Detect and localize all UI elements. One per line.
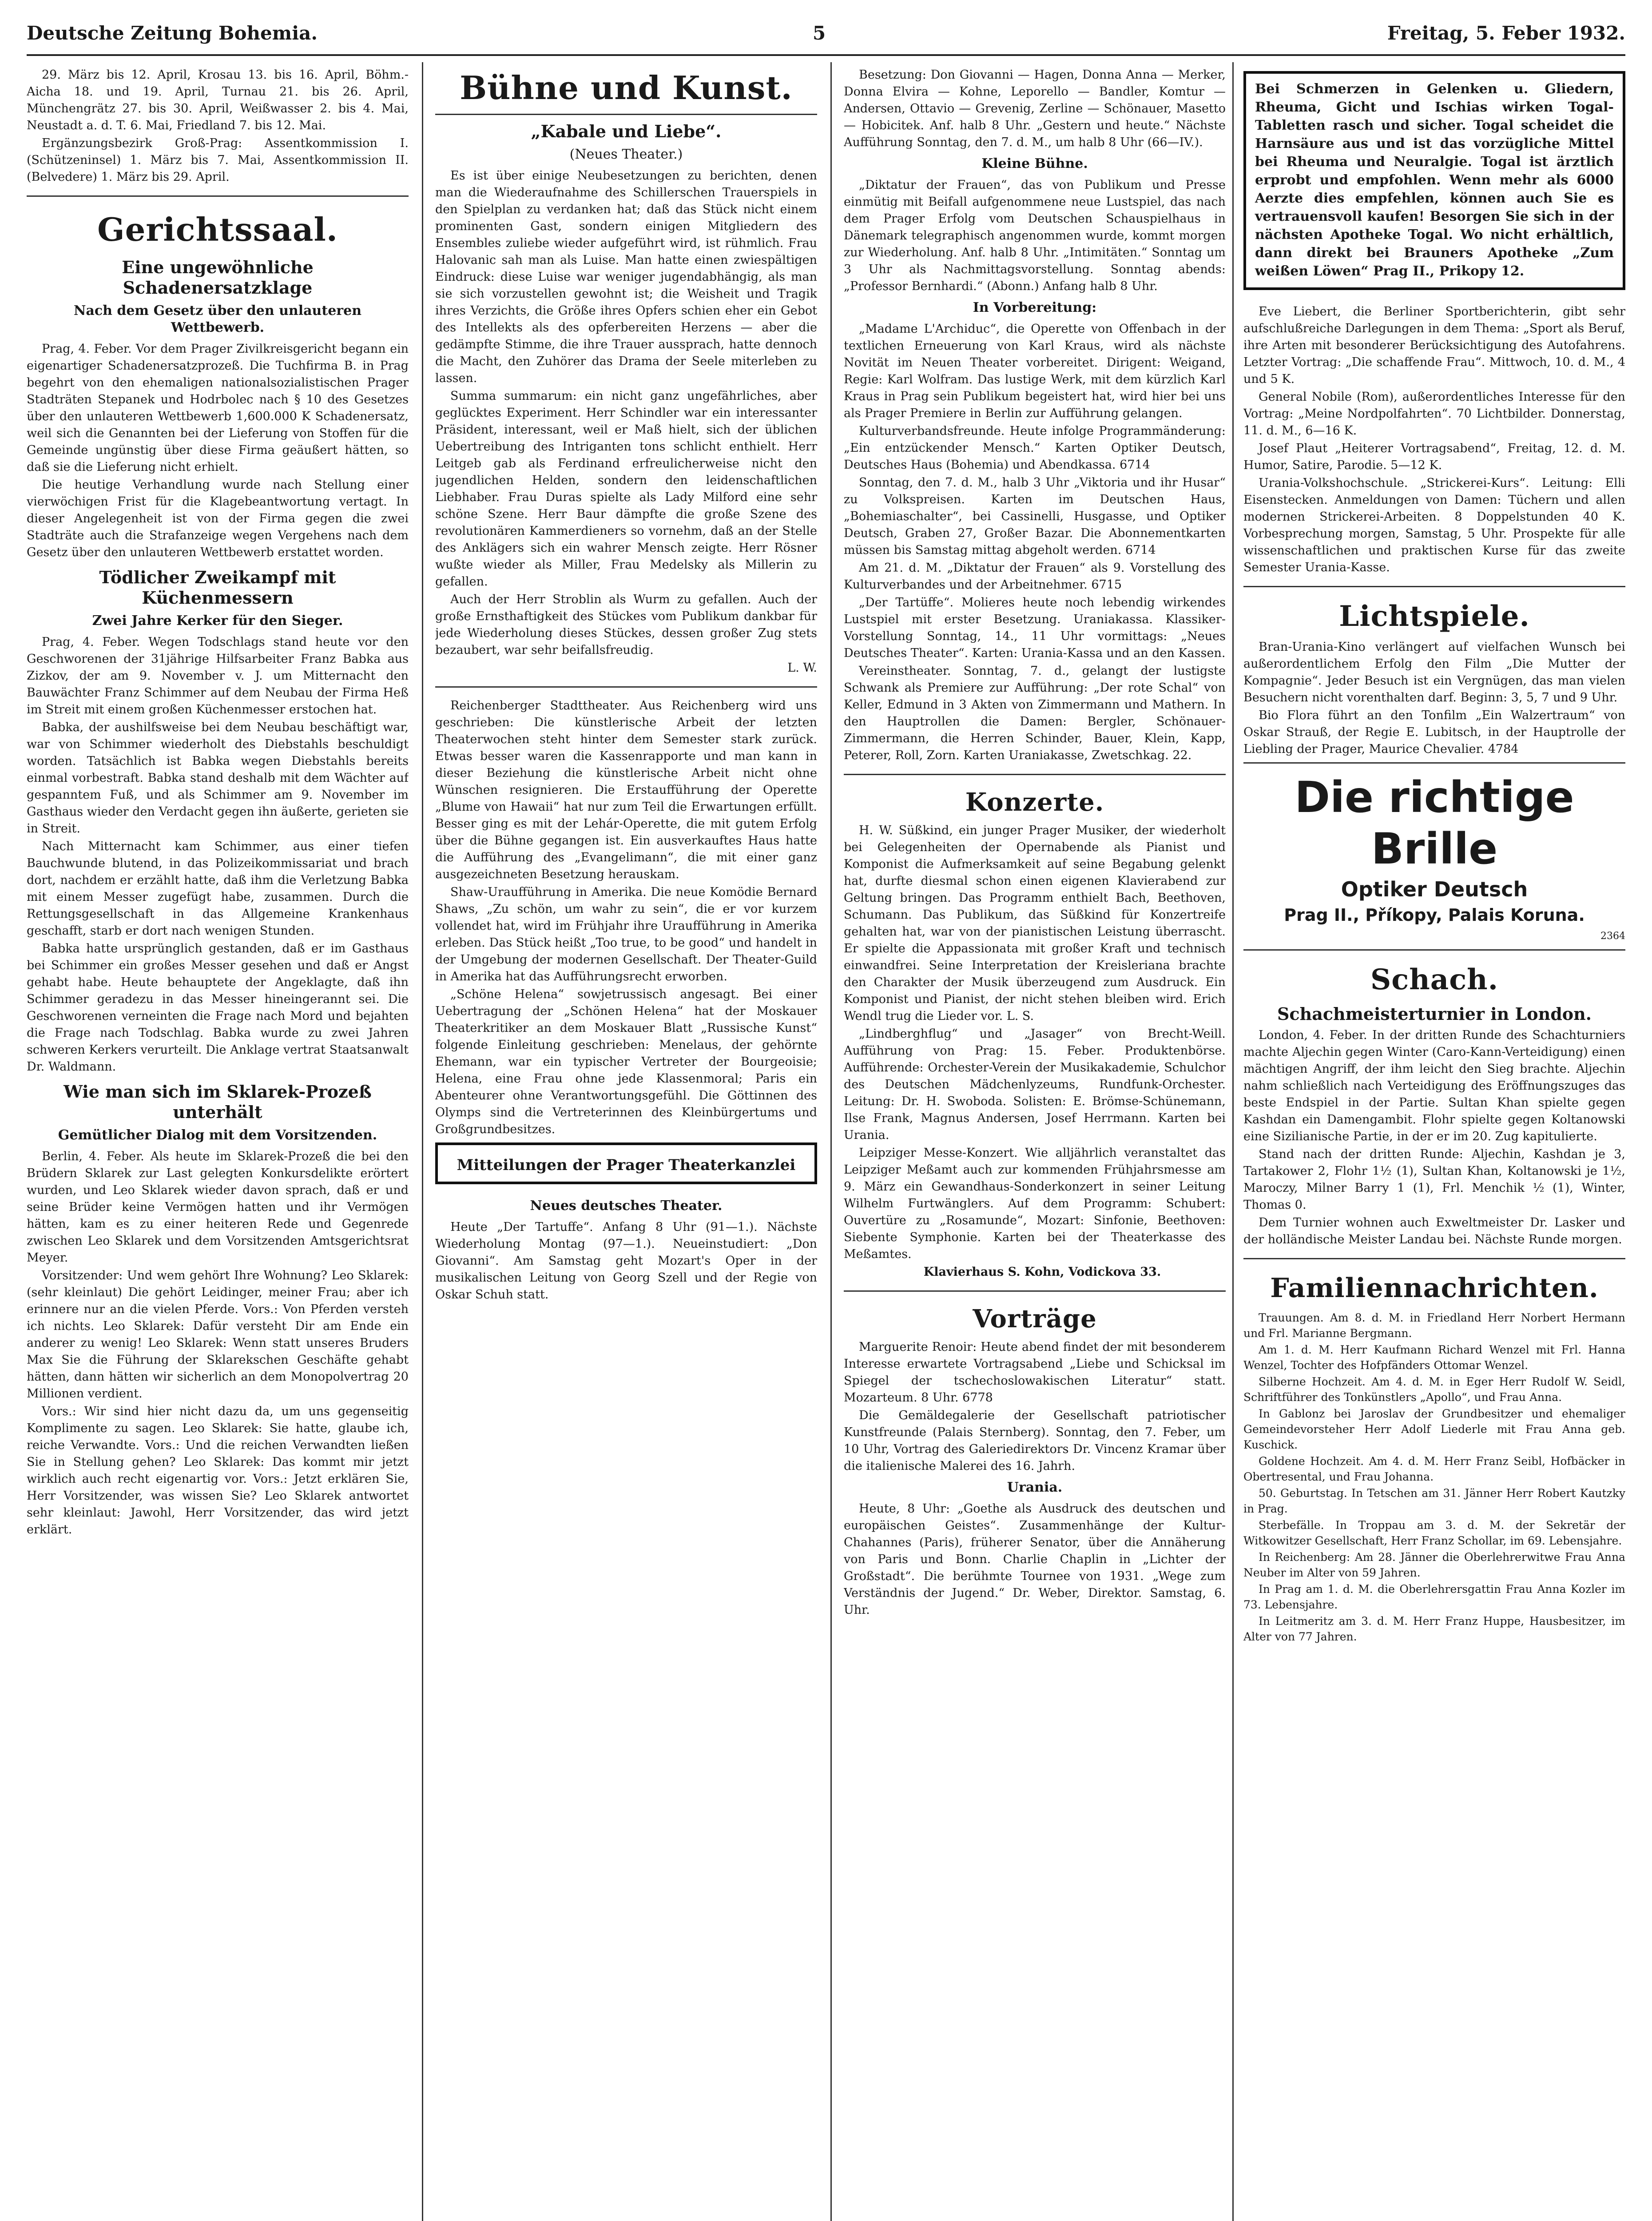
column-4 bbox=[1243, 67, 1625, 2221]
ad-text: Bei Schmerzen in Gelenken u. Gliedern, Rheuma, Gicht und Ischias wirken Togal-Tabletten rasch und sicher. Togal scheidet die Harnsäure aus und ist das vorzügliche Mittel bei Rheuma und Neuralgie. Togal ist ärztlich erprobt und empfohlen. Wenn mehr als 6000 Aerzte dies empfehlen, können auch Sie es vertrauensvoll kaufen! Besorgen Sie sich in der nächsten Apotheke Togal. Wo nicht erhältlich, dann direkt bei Brauners Apotheke „Zum weißen Löwen“ Prag II., Prikopy 12. bbox=[1255, 81, 1614, 279]
chess-headline: Schachmeisterturnier in London. bbox=[1277, 1004, 1592, 1024]
column-rule bbox=[830, 62, 832, 2221]
review-signature: L. W. bbox=[787, 661, 817, 675]
section-title-concerts: Konzerte. bbox=[965, 788, 1104, 817]
article-paragraph: Vorsitzender: Und wem gehört Ihre Wohnung? Leo Sklarek: (sehr kleinlaut) Die gehört Leidinger, meiner Frau; aber ich erinnere nur an die vielen Pferde. Vors.: Von Pferden versteh ich nichts. Leo Sklarek: Dafür versteht Dir am Ende ein anderer zu wenig! Leo Sklarek: Wenn statt unseres Bruders Max Sie die Führung der Sklarekschen Geschäfte gehabt hätten, dann hätten wir sicherlich an dem Monopolvertrag 20 Millionen verdient. bbox=[27, 1269, 409, 1401]
notice-paragraph: Eve Liebert, die Berliner Sportberichterin, gibt sehr aufschlußreiche Darlegungen in dem Thema: „Sport als Beruf, ihre Arten mit besonderer Berücksichtigung des Autofahrens. Letzter Vortrag: „Die schaffende Frau“. Mittwoch, 10. d. M., 4 und 5 K. bbox=[1243, 305, 1625, 386]
review-paragraph: Es ist über einige Neubesetzungen zu berichten, denen man die Wiederaufnahme des Schillerschen Trauerspiels in den Spielplan zu verdanken hat; daß das Stück nicht einem prominenten Gast, sondern einigen Mitgliedern des Ensembles zuliebe wieder aufgeführt wird, ist rühmlich. Frau Halovanic sah man als Luise. Man hatte einen zwiespältigen Eindruck: diese Luise war weniger jugendabhängig, als man sie sich vorzustellen gewohnt ist; die Weisheit und Tragik ihres Verzichts, die Größe ihres Opfers schien eher ein Gebot des Intellekts als des opferbereiten Herzens — aber die gedämpfte Stimme, die ihre Trauer aussprach, hatte dennoch die Macht, den Zuhörer das Drama der Seele miterleben zu lassen. bbox=[435, 169, 817, 385]
notice-paragraph: Sonntag, den 7. d. M., halb 3 Uhr „Viktoria und ihr Husar“ zu Volkspreisen. Karten im Deutschen Haus, „Bohemiaschalter“, bei Cassinelli, Husgasse, und Optiker Deutsch, Graben 27, Großer Bazar. Die Abonnementkarten müssen bis Samstag mittag abgeholt werden. 6714 bbox=[844, 476, 1226, 557]
divider bbox=[1243, 586, 1625, 587]
article-headline: Eine ungewöhnliche Schadenersatzklage bbox=[122, 257, 314, 298]
family-notice: In Gablonz bei Jaroslav der Grundbesitzer und ehemaliger Gemeindevorsteher Herr Adolf Liederle mit Frau Anna geb. Kuschick. bbox=[1243, 1407, 1625, 1451]
review-paragraph: Summa summarum: ein nicht ganz ungefährliches, aber geglücktes Experiment. Herr Schindler war ein interessanter Präsident, interessant, weil er Maß hielt, sich der üblichen Uebertreibung des Intriganten tons schlicht enthielt. Herr Leitgeb gab als Ferdinand erfreulicherweise nicht den jugendlichen Helden, sondern den leidenschaftlichen Liebhaber. Frau Duras spielte als Lady Milford eine sehr schöne Szene. Herr Baur dämpfte die große Szene des revolutionären Kammerdieners so vornehm, daß an der Stelle des Anklägers sich ein wahrer Mensch zeigte. Herr Rösner wußte wieder als Miller, Frau Medelsky als Millerin zu gefallen. bbox=[435, 389, 817, 589]
article-subhead: Zwei Jahre Kerker für den Sieger. bbox=[92, 613, 343, 629]
chess-paragraph: Dem Turnier wohnen auch Exweltmeister Dr. Lasker und der holländische Meister Landau bei. Nächste Runde morgen. bbox=[1243, 1216, 1625, 1246]
family-notice: Am 1. d. M. Herr Kaufmann Richard Wenzel mit Frl. Hanna Wenzel, Tochter des Hofpfänders Ottomar Wenzel. bbox=[1243, 1343, 1625, 1372]
concert-paragraph: Leipziger Messe-Konzert. Wie alljährlich veranstaltet das Leipziger Meßamt auch zur kommenden Frühjahrsmesse am 9. März ein Gewandhaus-Sonderkonzert in seiner Leitung Wilhelm Furtwänglers. Auf dem Programm: Schubert: Ouvertüre zu „Rosamunde“, Mozart: Sinfonie, Beethoven: Siebente Symphonie. Karten bei der Theaterkasse des Meßamtes. bbox=[844, 1146, 1226, 1261]
divider bbox=[1243, 949, 1625, 951]
family-notice: Goldene Hochzeit. Am 4. d. M. Herr Franz Seibl, Hofbäcker in Obertresental, und Frau Johanna. bbox=[1243, 1455, 1625, 1483]
subsection-title: Urania. bbox=[1007, 1480, 1063, 1495]
notice-paragraph: Urania-Volkshochschule. „Strickerei-Kurs“. Leitung: Elli Eisenstecken. Anmeldungen von Damen: Tüchern und allen modernen Strickerei-Arbeiten. 8 Doppelstunden 40 K. Vorbesprechung morgen, Samstag, 5 Uhr. Prospekte für alle wissenschaftlichen und praktischen Kurse für das zweite Semester Urania-Kasse. bbox=[1243, 476, 1625, 574]
article-paragraph: Die heutige Verhandlung wurde nach Stellung einer vierwöchigen Frist für die Klagebeantwortung vertagt. In dieser Angelegenheit ist von der Firma gegen die zwei Stadträte auch die Strafanzeige wegen Vergehens nach dem Gesetz über den unlauteren Wettbewerb erstattet worden. bbox=[27, 478, 409, 559]
page-header bbox=[27, 18, 1625, 49]
section-title-stage: Bühne und Kunst. bbox=[460, 69, 793, 107]
military-schedule-2: Ergänzungsbezirk Groß-Prag: Assentkommission I. (Schützeninsel) 1. März bis 7. Mai, Assentkommission II. (Belvedere) 1. März bis 29. April. bbox=[27, 136, 409, 184]
article-paragraph: Prag, 4. Feber. Wegen Todschlags stand heute vor den Geschworenen der 31jährige Hilfsarbeiter Franz Babka aus Zizkov, der am 9. November v. J. um Mitternacht den Bauwächter Franz Schimmer auf dem Neubau der Firma Heß im Streit mit einem großen Küchenmesser erstochen hat. bbox=[27, 635, 409, 716]
chess-paragraph: Stand nach der dritten Runde: Aljechin, Kashdan je 3, Tartakower 2, Flohr 1½ (1), Sultan Khan, Koltanowski je 1½, Maroczy, Milner Barry 1 (1), Frl. Menchik ½ (1), Winter, Thomas 0. bbox=[1243, 1147, 1625, 1212]
review-venue: (Neues Theater.) bbox=[569, 147, 683, 162]
review-title: „Kabale und Liebe“. bbox=[531, 121, 722, 141]
section-title-lectures: Vorträge bbox=[973, 1304, 1097, 1333]
family-notice: In Prag am 1. d. M. die Oberlehrersgattin Frau Anna Kozler im 73. Lebensjahre. bbox=[1243, 1583, 1625, 1611]
divider bbox=[435, 114, 817, 115]
column-rule bbox=[1232, 62, 1234, 2221]
news-paragraph: „Schöne Helena“ sowjetrussisch angesagt. Bei einer Uebertragung der „Schönen Helena“ hat der Moskauer Theaterkritiker an dem Moskauer Blatt „Russische Kunst“ folgende Einleitung geschrieben: Menelaus, der gehörnte Ehemann, war ein typischer Vertreter der Bourgeoisie; Helena, eine Frau ohne jede Klassenmoral; Paris ein Abenteurer ohne Verantwortungsgefühl. Die Göttinnen des Olymps sind die Vertreterinnen des Kleinbürgertums und Großgrundbesitzes. bbox=[435, 987, 817, 1136]
column-rule bbox=[422, 62, 423, 2221]
notice-paragraph: General Nobile (Rom), außerordentliches Interesse für den Vortrag: „Meine Nordpolfahrten“. 70 Lichtbilder. Donnerstag, 11. d. M., 6—16 K. bbox=[1243, 390, 1625, 438]
section-title-chess: Schach. bbox=[1370, 963, 1498, 996]
notice-paragraph: „Diktatur der Frauen“, das von Publikum und Presse einmütig mit Beifall aufgenommene neue Lustspiel, das nach dem Prager Erfolg vom Deutschen Schauspielhaus in Dänemark telegraphisch angenommen wurde, kommt morgen zur Wiederholung. Anf. halb 8 Uhr. „Intimitäten.“ Sonntag um 3 Uhr als Nachmittagsvorstellung. Sonntag abends: „Professor Bernhardi.“ (Abonn.) Anfang halb 8 Uhr. bbox=[844, 178, 1226, 293]
section-title-cinema: Lichtspiele. bbox=[1339, 600, 1530, 633]
divider bbox=[1243, 1258, 1625, 1259]
divider bbox=[844, 774, 1226, 775]
article-paragraph: Vors.: Wir sind hier nicht dazu da, um uns gegenseitig Komplimente zu sagen. Leo Sklarek: Sie hatte, glaube ich, reiche Verwandte. Vors.: Und die reichen Verwandten ließen Sie in Stellung gehen? Leo Sklarek: Das kommt mir jetzt wirklich auch recht eigenartig vor. Vors.: Jetzt erklären Sie, Herr Vorsitzender, was wissen Sie? Leo Sklarek antwortet sehr kleinlaut: Jawohl, Herr Vorsitzender, das wird jetzt erklärt. bbox=[27, 1405, 409, 1536]
ad-code: 2364 bbox=[1600, 931, 1625, 942]
togal-advertisement bbox=[1243, 71, 1625, 290]
optician-ad-headline: Die richtige Brille bbox=[1295, 772, 1574, 874]
chess-paragraph: London, 4. Feber. In der dritten Runde des Schachturniers machte Aljechin gegen Winter (Caro-Kann-Verteidigung) einen mächtigen Angriff, der ihm leicht den Sieg brachte. Aljechin nahm schließlich nach Verteidigung des Eröffnungszuges das beste Endspiel in der Partie. Sultan Khan spielte gegen Kashdan ein Damengambit. Flohr spielte gegen Koltanowski eine Sizilianische Partie, in der er im 20. Zug kapitulierte. bbox=[1243, 1028, 1625, 1143]
issue-date: Freitag, 5. Feber 1932. bbox=[1387, 22, 1625, 44]
theater-notices-box bbox=[435, 1142, 817, 1184]
page-number: 5 bbox=[813, 22, 826, 44]
family-notice: In Leitmeritz am 3. d. M. Herr Franz Huppe, Hausbesitzer, im Alter von 77 Jahren. bbox=[1243, 1615, 1625, 1643]
article-headline: Tödlicher Zweikampf mit Küchenmessern bbox=[99, 567, 336, 608]
article-paragraph: Babka hatte ursprünglich gestanden, daß er im Gasthaus bei Schimmer ein großes Messer gesehen und daß er Angst gehabt habe. Heute behauptete der Angeklagte, daß ihn Schimmer geradezu in das Messer hineingerannt sei. Die Geschworenen verneinten die Frage nach Mord und bejahten die Frage nach Todschlag. Babka wurde zu zwei Jahren schweren Kerkers verurteilt. Die Anklage vertrat Staatsanwalt Dr. Waldmann. bbox=[27, 942, 409, 1074]
cinema-paragraph: Bran-Urania-Kino verlängert auf vielfachen Wunsch bei außerordentlichem Erfolg den Film „Die Mutter der Kompagnie“. Jeder Besuch ist ein Vergnügen, das man vielen Besuchern nicht vorenthalten darf. Beginn: 3, 5, 7 und 9 Uhr. bbox=[1243, 640, 1625, 705]
article-paragraph: Babka, der aushilfsweise bei dem Neubau beschäftigt war, war von Schimmer wiederholt des Diebstahls beschuldigt worden. Tatsächlich ist Babka wegen Diebstahls bereits einmal vorbestraft. Babka stand deshalb mit dem Wächter auf gespanntem Fuß, und als Schimmer am 9. November im Gasthaus wieder den Verdacht gegen ihn äußerte, gerieten sie in Streit. bbox=[27, 720, 409, 836]
box-subhead: Neues deutsches Theater. bbox=[530, 1198, 723, 1214]
lecture-paragraph: Marguerite Renoir: Heute abend findet der mit besonderem Interesse erwartete Vortragsabend „Liebe und Schicksal im Spiegel der tschechoslowakischen Literatur“ statt. Mozarteum. 8 Uhr. 6778 bbox=[844, 1340, 1226, 1405]
box-headline: Mitteilungen der Prager Theaterkanzlei bbox=[457, 1156, 796, 1174]
concert-sponsor: Klavierhaus S. Kohn, Vodickova 33. bbox=[923, 1265, 1161, 1279]
news-paragraph: Reichenberger Stadttheater. Aus Reichenberg wird uns geschrieben: Die künstlerische Arbeit der letzten Theaterwochen steht hinter dem Semester stark zurück. Etwas besser waren die Kassenrapporte und man kann in dieser Beziehung die künstlerische Arbeit nicht ohne Wünschen resignieren. Die Erstaufführung der Operette „Blume von Hawaii“ hat nur zum Teil die Erwartungen erfüllt. Besser ging es mit der Lehár-Operette, die mit gutem Erfolg über die Bühne gegangen ist. Ein ausverkauftes Haus hatte die Aufführung des „Evangelimann“, die mit einer ganz ausgezeichneten Besetzung herauskam. bbox=[435, 699, 817, 881]
article-paragraph: Prag, 4. Feber. Vor dem Prager Zivilkreisgericht begann ein eigenartiger Schadenersatzprozeß. Die Tuchfirma B. in Prag begehrt von den ehemaligen nationalsozialistischen Prager Stadträten Stepanek und Hodrbolec nach § 10 des Gesetzes über den unlauteren Wettbewerb 1,600.000 K Schadenersatz, weil sich die Genannten bei der Lieferung von Stoffen für die Gemeinde ungünstig über diese Firma geäußert hätten, so daß sie die Lieferung nicht erhielt. bbox=[27, 342, 409, 474]
notice-paragraph: Am 21. d. M. „Diktatur der Frauen“ als 9. Vorstellung des Kulturverbandes und der Arbeitnehmer. 6715 bbox=[844, 561, 1226, 592]
notice-paragraph: „Der Tartüffe“. Molieres heute noch lebendig wirkendes Lustspiel mit erster Besetzung. Uraniakassa. Klassiker-Vorstellung Sonntag, 14., 11 Uhr vormittags: „Neues Deutsches Theater“. Karten: Urania-Kassa und an den Kassen. bbox=[844, 596, 1226, 660]
concert-paragraph: H. W. Süßkind, ein junger Prager Musiker, der wiederholt bei Gelegenheiten der Opernabende als Pianist und Komponist die Aufmerksamkeit auf seine Begabung gelenkt hat, durfte diesmal schon einen eigenen Klavierabend zur Geltung bringen. Das Programm enthielt Bach, Beethoven, Schumann. Das Publikum, das Süßkind für Konzertreife gehalten hat, war von der pianistischen Leistung überrascht. Er spielte die Appassionata mit großer Kraft und technisch einwandfrei. Seine Interpretation der Kreisleriana brachte den Charakter der Musik überzeugend zum Ausdruck. Ein Komponist und Pianist, der nicht stehen bleiben wird. Erich Wendl trug die Lieder vor. L. S. bbox=[844, 824, 1226, 1023]
concert-paragraph: „Lindberghflug“ und „Jasager“ von Brecht-Weill. Aufführung von Prag: 15. Feber. Produktenbörse. Aufführende: Orchester-Verein der Musikakademie, Schulchor des Deutschen Mädchenlyzeums, Rundfunk-Orchester. Leitung: Dr. H. Swoboda. Solisten: E. Brömse-Schünemann, Ilse Frank, Magnus Andersen, Josef Herrmann. Karten bei Urania. bbox=[844, 1027, 1226, 1142]
newspaper-title: Deutsche Zeitung Bohemia. bbox=[27, 22, 318, 44]
article-subhead: Gemütlicher Dialog mit dem Vorsitzenden. bbox=[58, 1127, 377, 1143]
notice-paragraph: Josef Plaut „Heiterer Vortragsabend“, Freitag, 12. d. M. Humor, Satire, Parodie. 5—12 K. bbox=[1243, 442, 1625, 472]
family-notice: Sterbefälle. In Troppau am 3. d. M. der Sekretär der Witkowitzer Gesellschaft, Herr Franz Schollar, im 69. Lebensjahre. bbox=[1243, 1519, 1625, 1547]
header-rule bbox=[27, 54, 1625, 56]
lecture-paragraph: Heute, 8 Uhr: „Goethe als Ausdruck des deutschen und europäischen Geistes“. Zusammenhänge der Kultur-Chahannes (Paris), früherer Senator, über die Annäherung von Paris und Bonn. Charlie Chaplin in „Lichter der Großstadt“. Die berühmte Tournee von 1931. „Wege zum Verständnis der Jugend.“ Dr. Weber, Direktor. Samstag, 6. Uhr. bbox=[844, 1502, 1226, 1617]
cinema-paragraph: Bio Flora führt an den Tonfilm „Ein Walzertraum“ von Oskar Strauß, der Regie E. Lubitsch, in der Hauptrolle der Liebling der Prager, Maurice Chevalier. 4784 bbox=[1243, 708, 1625, 756]
section-title-family: Familiennachrichten. bbox=[1270, 1273, 1599, 1304]
family-notice: Trauungen. Am 8. d. M. in Friedland Herr Norbert Hermann und Frl. Marianne Bergmann. bbox=[1243, 1311, 1625, 1340]
notice-paragraph: Vereinstheater. Sonntag, 7. d., gelangt der lustigste Schwank als Premiere zur Aufführung: „Der rote Schal“ von Keller, Edmund in 3 Akten von Zimmermann und Mathern. In den Hauptrollen die Damen: Bergler, Schönauer-Zimmermann, die Herren Schinder, Bauer, Klein, Kapp, Peterer, Roll, Zorn. Karten Uraniakasse, Zwetschkag. 22. bbox=[844, 664, 1226, 762]
article-subhead: Nach dem Gesetz über den unlauteren Wettbewerb. bbox=[73, 303, 362, 335]
divider bbox=[844, 1290, 1226, 1292]
review-paragraph: Auch der Herr Stroblin als Wurm zu gefallen. Auch der große Ernsthaftigkeit des Stückes vom Publikum dankbar für jede Wiederholung dieses Stückes, dessen großer Zug stets bezaubert, war sehr beifallsfreudig. bbox=[435, 593, 817, 657]
subsection-title: Kleine Bühne. bbox=[981, 156, 1088, 171]
notice-paragraph: Heute „Der Tartuffe“. Anfang 8 Uhr (91—1.). Nächste Wiederholung Montag (97—1.). Neueinstudiert: „Don Giovanni“. Am Samstag geht Mozart's Oper in der musikalischen Leitung von Georg Szell und der Regie von Oskar Schuh statt. bbox=[435, 1220, 817, 1302]
optician-ad-address: Prag II., Příkopy, Palais Koruna. bbox=[1284, 905, 1585, 925]
optician-ad-name: Optiker Deutsch bbox=[1341, 877, 1528, 901]
news-paragraph: Shaw-Uraufführung in Amerika. Die neue Komödie Bernard Shaws, „Zu schön, um wahr zu sein“, die er vor kurzem vollendet hat, wird im Frühjahr ihre Uraufführung in Amerika erleben. Das Stück heißt „Too true, to be good“ und handelt in der Umgebung der modernen Gesellschaft. Der Theater-Guild in Amerika hat das Aufführungsrecht erworben. bbox=[435, 885, 817, 983]
newspaper-page bbox=[27, 18, 1625, 2221]
article-paragraph: Nach Mitternacht kam Schimmer, aus einer tiefen Bauchwunde blutend, in das Polizeikommissariat und brach dort, nachdem er erzählt hatte, daß ihm die Verletzung Babka mit einem Messer zugefügt habe, zusammen. Durch die Rettungsgesellschaft in das Allgemeine Krankenhaus geschafft, starb er dort nach wenigen Stunden. bbox=[27, 840, 409, 938]
column-3 bbox=[844, 67, 1226, 2221]
notice-paragraph: „Madame L'Archiduc“, die Operette von Offenbach in der textlichen Erneuerung von Karl Kraus, wird als nächste Novität im Neuen Theater vorbereitet. Dirigent: Weigand, Regie: Karl Wolfram. Das lustige Werk, mit dem kürzlich Karl Kraus in Prag sein Publikum begeistert hat, wird hier bei uns als Prager Premiere in Berlin zur Aufführung gelangen. bbox=[844, 322, 1226, 420]
subsection-title: In Vorbereitung: bbox=[973, 300, 1097, 315]
lecture-paragraph: Die Gemäldegalerie der Gesellschaft patriotischer Kunstfreunde (Palais Sternberg). Sonntag, den 7. Feber, um 10 Uhr, Vortrag des Galeriedirektors Dr. Vincenz Kramar über die italienische Malerei des 16. Jahrh. bbox=[844, 1409, 1226, 1473]
notice-paragraph: Besetzung: Don Giovanni — Hagen, Donna Anna — Merker, Donna Elvira — Kohne, Leporello — Bandler, Komtur — Andersen, Ottavio — Grevenig, Zerline — Schönauer, Masetto — Hobicitek. Anf. halb 8 Uhr. „Gestern und heute.“ Nächste Aufführung Sonntag, den 7. d. M., um halb 8 Uhr (66—IV.). bbox=[844, 68, 1226, 149]
family-notice: 50. Geburtstag. In Tetschen am 31. Jänner Herr Robert Kautzky in Prag. bbox=[1243, 1487, 1625, 1515]
notice-paragraph: Kulturverbandsfreunde. Heute infolge Programmänderung: „Ein entzückender Mensch.“ Karten Optiker Deutsch, Deutsches Haus (Bohemia) und Abendkassa. 6714 bbox=[844, 424, 1226, 472]
section-title-court: Gerichtssaal. bbox=[97, 211, 338, 248]
military-schedule: 29. März bis 12. April, Krosau 13. bis 16. April, Böhm.-Aicha 18. und 19. April, Turnau 21. bis 26. April, Münchengrätz 27. bis 30. April, Weißwasser 2. bis 4. Mai, Neustadt a. d. T. 6. Mai, Friedland 7. bis 12. Mai. bbox=[27, 68, 409, 132]
divider bbox=[1243, 762, 1625, 764]
family-notice: Silberne Hochzeit. Am 4. d. M. in Eger Herr Rudolf W. Seidl, Schriftführer des Tonkünstlers „Apollo“, und Frau Anna. bbox=[1243, 1375, 1625, 1404]
divider bbox=[435, 686, 817, 688]
column-2 bbox=[435, 67, 817, 2221]
article-headline: Wie man sich im Sklarek-Prozeß unterhält bbox=[64, 1082, 372, 1122]
article-paragraph: Berlin, 4. Feber. Als heute im Sklarek-Prozeß die bei den Brüdern Sklarek zur Last gelegten Konkursdelikte erörtert wurden, und Leo Sklarek wieder davon sprach, daß er und seine Brüder keine Vermögen hatten und ihr Vermögen hätten, kam es zu einer heiteren Rede und Gegenrede zwischen Leo Sklarek und dem Vorsitzenden Amtsgerichtsrat Meyer. bbox=[27, 1150, 409, 1265]
family-notice: In Reichenberg: Am 28. Jänner die Oberlehrerwitwe Frau Anna Neuber im Alter von 59 Jahren. bbox=[1243, 1551, 1625, 1579]
divider bbox=[27, 195, 409, 197]
column-1 bbox=[27, 67, 409, 2221]
